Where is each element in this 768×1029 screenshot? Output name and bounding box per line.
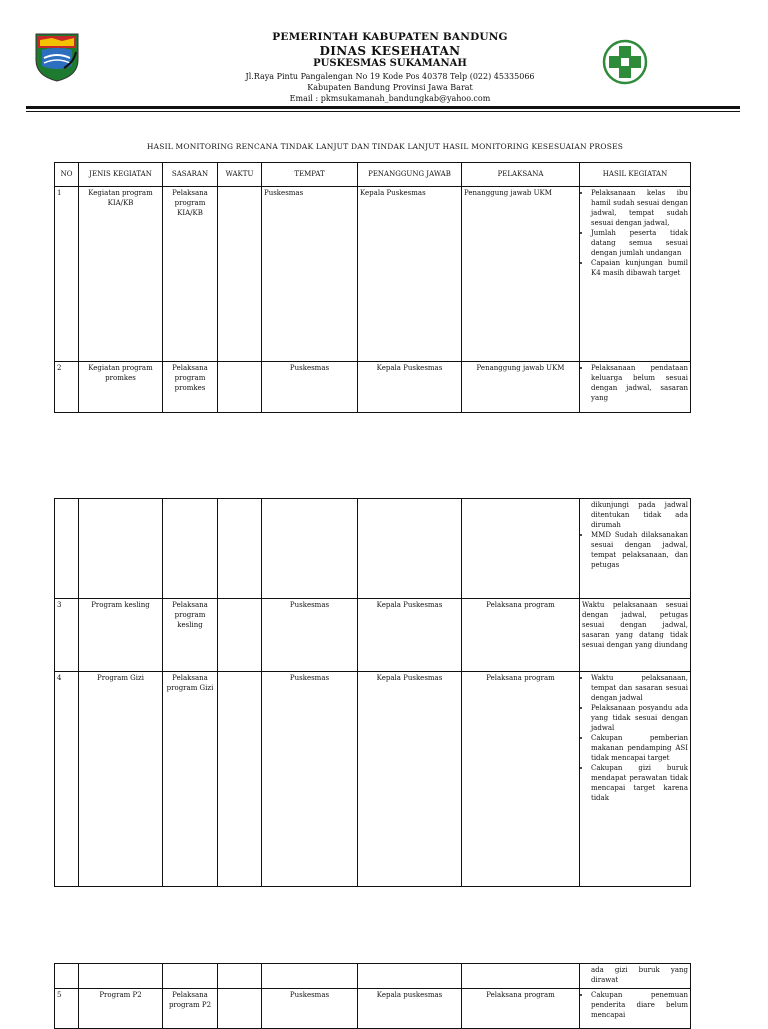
header-address: Jl.Raya Pintu Pangalengan No 19 Kode Pos 40378 Telp (022) 45335066 (245, 72, 535, 81)
monitoring-table (54, 162, 691, 413)
cell-sasaran: Pelaksana program KIA/KB (163, 187, 218, 362)
column-header: WAKTU (218, 163, 262, 187)
table-row (55, 499, 691, 599)
cell-pj: Kepala Puskesmas (358, 672, 462, 887)
cell-waktu (218, 672, 262, 887)
kabupaten-bandung-logo (34, 32, 80, 82)
hasil-item: • Cakupan gizi buruk mendapat perawatan tidak mencapai target karena tidak (591, 763, 688, 803)
cell-pj: Kepala Puskesmas (358, 187, 462, 362)
column-header: HASIL KEGIATAN (580, 163, 691, 187)
cell-tempat: Puskesmas (262, 362, 358, 413)
hasil-item: • Cakupan pemberian makanan pendamping ASI tidak mencapai target (591, 733, 688, 763)
header-email: Email : pkmsukamanah_bandungkab@yahoo.com (289, 94, 491, 103)
cell-pelaksana: Penanggung jawab UKM (462, 362, 580, 413)
hasil-item: • Waktu pelaksanaan, tempat dan sasaran sesuai dengan jadwal (591, 673, 688, 703)
table-row (55, 672, 691, 887)
cell-jenis: Program kesling (79, 599, 163, 672)
hasil-item: • Pelaksanaan pendataan keluarga belum sesuai dengan jadwal, sasaran yang (591, 363, 688, 403)
table-row (55, 187, 691, 362)
cell-tempat: Puskesmas (262, 599, 358, 672)
cell-no: 4 (55, 672, 79, 887)
table-row (55, 599, 691, 672)
header-region: Kabupaten Bandung Provinsi Jawa Barat (307, 83, 473, 92)
cell-pelaksana: Pelaksana program (462, 599, 580, 672)
hasil-item: • Capaian kunjungan bumil K4 masih dibawah target (591, 258, 688, 278)
header-divider-thick (26, 106, 740, 109)
hasil-item: • Jumlah peserta tidak datang semua sesuai dengan jumlah undangan (591, 228, 688, 258)
cell-hasil (580, 362, 691, 413)
cell-waktu (218, 362, 262, 413)
hasil-text: dikunjungi pada jadwal ditentukan tidak ada dirumah (591, 501, 688, 529)
cell-jenis: Program Gizi (79, 672, 163, 887)
header-government: PEMERINTAH KABUPATEN BANDUNG (272, 31, 508, 43)
hasil-item: • MMD Sudah dilaksanakan sesuai dengan jadwal, tempat pelaksanaan, dan petugas (591, 530, 688, 570)
cell-pj: Kepala Puskesmas (358, 362, 462, 413)
cell-waktu (218, 964, 262, 989)
column-header: JENIS KEGIATAN (79, 163, 163, 187)
table-row (55, 964, 691, 989)
cell-waktu (218, 499, 262, 599)
hasil-item: • Pelaksanaan posyandu ada yang tidak sesuai dengan jadwal (591, 703, 688, 733)
cell-tempat (262, 499, 358, 599)
table-row (55, 362, 691, 413)
cell-sasaran: Pelaksana program promkes (163, 362, 218, 413)
column-header: NO (55, 163, 79, 187)
cell-waktu (218, 599, 262, 672)
cell-no: 5 (55, 989, 79, 1029)
cell-tempat: Puskesmas (262, 989, 358, 1029)
cell-hasil (580, 499, 691, 599)
cell-hasil (580, 964, 691, 989)
cell-pelaksana: Penanggung jawab UKM (462, 187, 580, 362)
cell-waktu (218, 989, 262, 1029)
hasil-text: ada gizi buruk yang dirawat (591, 966, 688, 984)
cell-tempat (262, 964, 358, 989)
cell-tempat: Puskesmas (262, 672, 358, 887)
column-header: TEMPAT (262, 163, 358, 187)
hasil-item: • Pelaksanaan kelas ibu hamil sudah sesuai dengan jadwal, tempat sudah sesuai dengan jadwal, (591, 188, 688, 228)
cell-hasil: Waktu pelaksanaan sesuai dengan jadwal, petugas sesuai dengan jadwal, sasaran yang datang tidak sesuai dengan yang diundang (580, 599, 691, 672)
cell-no (55, 499, 79, 599)
cell-pj (358, 964, 462, 989)
monitoring-table-continued-2 (54, 963, 691, 1029)
header-department: DINAS KESEHATAN (319, 44, 461, 58)
cell-pj (358, 499, 462, 599)
document-title: HASIL MONITORING RENCANA TINDAK LANJUT DAN TINDAK LANJUT HASIL MONITORING KESESUAIAN PROSES (146, 142, 624, 151)
cell-hasil (580, 672, 691, 887)
column-header: PELAKSANA (462, 163, 580, 187)
cell-no (55, 964, 79, 989)
cell-hasil (580, 989, 691, 1029)
column-header: SASARAN (163, 163, 218, 187)
cell-jenis: Kegiatan program KIA/KB (79, 187, 163, 362)
table-header-row (55, 163, 691, 187)
cell-pj: Kepala puskesmas (358, 989, 462, 1029)
cell-sasaran (163, 964, 218, 989)
cell-jenis (79, 499, 163, 599)
cell-no: 2 (55, 362, 79, 413)
cell-sasaran: Pelaksana program kesling (163, 599, 218, 672)
cell-jenis (79, 964, 163, 989)
cell-jenis: Program P2 (79, 989, 163, 1029)
cell-pelaksana (462, 499, 580, 599)
cell-pelaksana: Pelaksana program (462, 672, 580, 887)
column-header: PENANGGUNG JAWAB (358, 163, 462, 187)
cell-tempat: Puskesmas (262, 187, 358, 362)
cell-hasil (580, 187, 691, 362)
cell-sasaran (163, 499, 218, 599)
hasil-item: • Cakupan penemuan penderita diare belum mencapai (591, 990, 688, 1020)
cell-pelaksana (462, 964, 580, 989)
monitoring-table-continued (54, 498, 691, 887)
cell-no: 3 (55, 599, 79, 672)
cell-pj: Kepala Puskesmas (358, 599, 462, 672)
cell-sasaran: Pelaksana program Gizi (163, 672, 218, 887)
cell-no: 1 (55, 187, 79, 362)
cell-waktu (218, 187, 262, 362)
cell-sasaran: Pelaksana program P2 (163, 989, 218, 1029)
header-divider-thin (26, 111, 740, 112)
table-row (55, 989, 691, 1029)
header-puskesmas: PUSKESMAS SUKAMANAH (313, 58, 467, 69)
cell-pelaksana: Pelaksana program (462, 989, 580, 1029)
cell-jenis: Kegiatan program promkes (79, 362, 163, 413)
